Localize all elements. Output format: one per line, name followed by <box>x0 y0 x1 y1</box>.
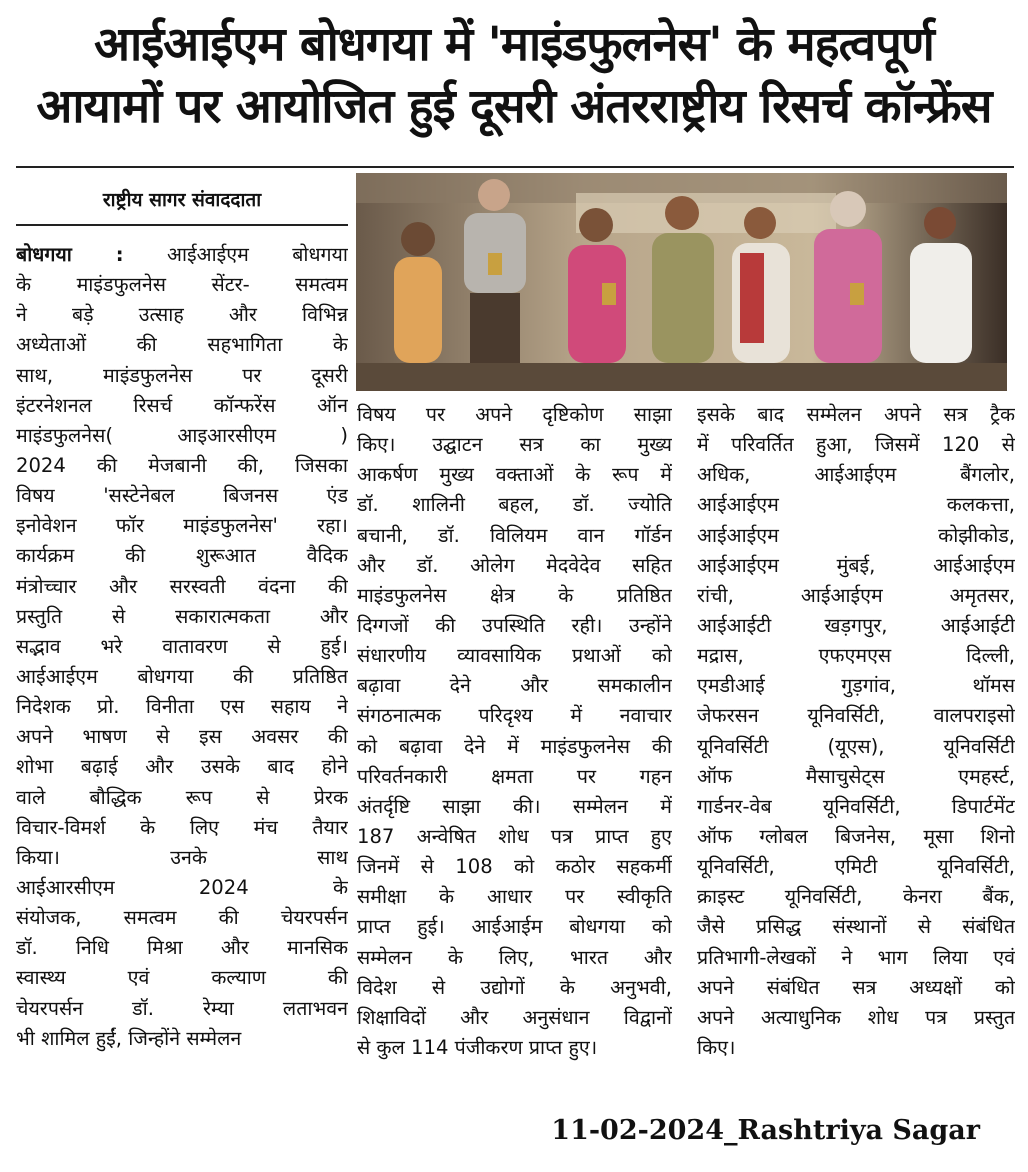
text-line: ऑफ ग्लोबल बिजनेस, मूसा शिनो <box>697 824 1015 848</box>
text-line: अध्येताओं की सहभागिता के <box>16 333 348 357</box>
text-line: आईआईएम कोझीकोड, <box>697 523 1015 547</box>
text-line: इनोवेशन फॉर माइंडफुलनेस' रहा। <box>16 514 348 538</box>
text-line: आईआईएम मुंबई, आईआईएम <box>697 553 1015 577</box>
text-line: विदेश से उद्योगों के अनुभवी, <box>357 975 672 999</box>
text-line: साथ, माइंडफुलनेस पर दूसरी <box>16 363 348 387</box>
text-line: और डॉ. ओलेग मेदवेदेव सहित <box>357 553 672 577</box>
text-line: आकर्षण मुख्य वक्ताओं के रूप में <box>357 463 672 487</box>
text-line: परिवर्तनकारी क्षमता पर गहन <box>357 764 672 788</box>
text-line: संधारणीय व्यावसायिक प्रथाओं को <box>357 644 672 668</box>
text-line: समीक्षा के आधार पर स्वीकृति <box>357 885 672 909</box>
text-line: शिक्षाविदों और अनुसंधान विद्वानों <box>357 1005 672 1029</box>
text-line: के माइंडफुलनेस सेंटर- समत्वम <box>16 273 348 297</box>
text-line: चेयरपर्सन डॉ. रेम्या लताभवन <box>16 996 348 1020</box>
text-line: प्रस्तुति से सकारात्मकता और <box>16 604 348 628</box>
text-line: वाले बौद्धिक रूप से प्रेरक <box>16 785 348 809</box>
text-line: इसके बाद सम्मेलन अपने सत्र ट्रैक <box>697 403 1015 426</box>
text-line: माइंडफुलनेस( आइआरसीएम ) <box>16 423 348 447</box>
headline <box>14 14 1014 138</box>
text-line: अपने भाषण से इस अवसर की <box>16 725 348 749</box>
source-caption: 11-02-2024_Rashtriya Sagar <box>551 1115 980 1146</box>
text-line: निदेशक प्रो. विनीता एस सहाय ने <box>16 695 348 719</box>
text-line: दिग्गजों की उपस्थिति रही। उन्होंने <box>357 613 672 637</box>
text-line: किए। उद्घाटन सत्र का मुख्य <box>357 433 672 457</box>
text-line: किए। <box>697 1035 736 1059</box>
text-line: डॉ. शालिनी बहल, डॉ. ज्योति <box>357 493 672 517</box>
text-line: प्रतिभागी-लेखकों ने भाग लिया एवं <box>697 945 1015 969</box>
text-line: 187 अन्वेषित शोध पत्र प्राप्त हुए <box>357 824 672 848</box>
text-line: आईआईएम बोधगया <box>166 243 348 266</box>
text-line: अंतर्दृष्टि साझा की। सम्मेलन में <box>357 794 672 818</box>
text-line: प्राप्त हुई। आईआईम बोधगया को <box>357 915 672 939</box>
text-line: स्वास्थ्य एवं कल्याण की <box>16 966 348 990</box>
text-line: अपने अत्याधुनिक शोध पत्र प्रस्तुत <box>697 1005 1015 1029</box>
text-line: ऑफ मैसाचुसेट्स एमहर्स्ट, <box>697 764 1015 788</box>
dateline: बोधगया : <box>16 243 124 266</box>
text-line: आईआरसीएम 2024 के <box>16 875 348 899</box>
text-line: संगठनात्मक परिदृश्य में नवाचार <box>357 704 672 728</box>
event-photo-illustration <box>356 173 1007 391</box>
column-1-first-line <box>16 240 348 270</box>
text-line: से कुल 114 पंजीकरण प्राप्त हुए। <box>357 1035 598 1059</box>
byline: राष्ट्रीय सागर संवाददाता <box>102 189 262 211</box>
event-photo <box>356 173 1007 391</box>
text-line: आईआईटी खड़गपुर, आईआईटी <box>697 613 1015 637</box>
text-line: जेफरसन यूनिवर्सिटी, वालपराइसो <box>697 704 1015 728</box>
headline-rule <box>16 166 1014 168</box>
text-line: अधिक, आईआईएम बैंगलोर, <box>697 463 1015 487</box>
text-line: संयोजक, समत्वम की चेयरपर्सन <box>16 906 348 930</box>
text-line: बचानी, डॉ. विलियम वान गॉर्डन <box>357 523 672 547</box>
text-line: क्राइस्ट यूनिवर्सिटी, केनरा बैंक, <box>697 885 1015 909</box>
text-line: रांची, आईआईएम अमृतसर, <box>697 583 1015 607</box>
text-line: यूनिवर्सिटी, एमिटी यूनिवर्सिटी, <box>697 855 1015 879</box>
headline-line-1: आईआईएम बोधगया में 'माइंडफुलनेस' के महत्वपूर्ण <box>94 17 934 72</box>
text-line: अपने संबंधित सत्र अध्यक्षों को <box>697 975 1015 999</box>
text-line: डॉ. निधि मिश्रा और मानसिक <box>16 936 348 960</box>
text-line: सम्मेलन के लिए, भारत और <box>357 945 672 969</box>
text-line: किया। उनके साथ <box>16 845 348 869</box>
text-line: शोभा बढ़ाई और उसके बाद होने <box>16 755 348 779</box>
article-column-1 <box>16 240 348 1054</box>
text-line: बढ़ावा देने और समकालीन <box>357 674 672 698</box>
article-column-2 <box>357 400 672 1063</box>
text-line: मंत्रोच्चार और सरस्वती वंदना की <box>16 574 348 598</box>
text-line: आईआईएम बोधगया की प्रतिष्ठित <box>16 664 348 688</box>
text-line: इंटरनेशनल रिसर्च कॉन्फरेंस ऑन <box>16 393 348 417</box>
text-line: भी शामिल हुईं, जिन्होंने सम्मेलन <box>16 1026 242 1050</box>
text-line: मद्रास, एफएमएस दिल्ली, <box>697 644 1015 668</box>
text-line: आईआईएम कलकत्ता, <box>697 493 1015 517</box>
text-line: को बढ़ावा देने में माइंडफुलनेस की <box>357 734 672 758</box>
text-line: एमडीआई गुड़गांव, थॉमस <box>697 674 1015 698</box>
text-line: यूनिवर्सिटी (यूएस), यूनिवर्सिटी <box>697 734 1015 758</box>
text-line: गार्डनर-वेब यूनिवर्सिटी, डिपार्टमेंट <box>697 794 1015 818</box>
text-line: माइंडफुलनेस क्षेत्र के प्रतिष्ठित <box>357 583 672 607</box>
text-line: विचार-विमर्श के लिए मंच तैयार <box>16 815 348 839</box>
text-line: विषय 'सस्टेनेबल बिजनस एंड <box>16 484 348 508</box>
article-column-3 <box>697 400 1015 1063</box>
text-line: कार्यक्रम की शुरूआत वैदिक <box>16 544 348 568</box>
text-line: सद्भाव भरे वातावरण से हुई। <box>16 634 348 658</box>
text-line: विषय पर अपने दृष्टिकोण साझा <box>357 403 672 426</box>
byline-rule <box>16 224 348 226</box>
text-line: में परिवर्तित हुआ, जिसमें 120 से <box>697 433 1015 457</box>
text-line: जैसे प्रसिद्ध संस्थानों से संबंधित <box>697 915 1015 939</box>
text-line: 2024 की मेजबानी की, जिसका <box>16 453 348 477</box>
text-line: ने बड़े उत्साह और विभिन्न <box>16 303 348 327</box>
headline-line-2: आयामों पर आयोजित हुई दूसरी अंतरराष्ट्रीय रिसर्च कॉन्फ्रेंस <box>36 79 992 134</box>
text-line: जिनमें से 108 को कठोर सहकर्मी <box>357 855 672 879</box>
